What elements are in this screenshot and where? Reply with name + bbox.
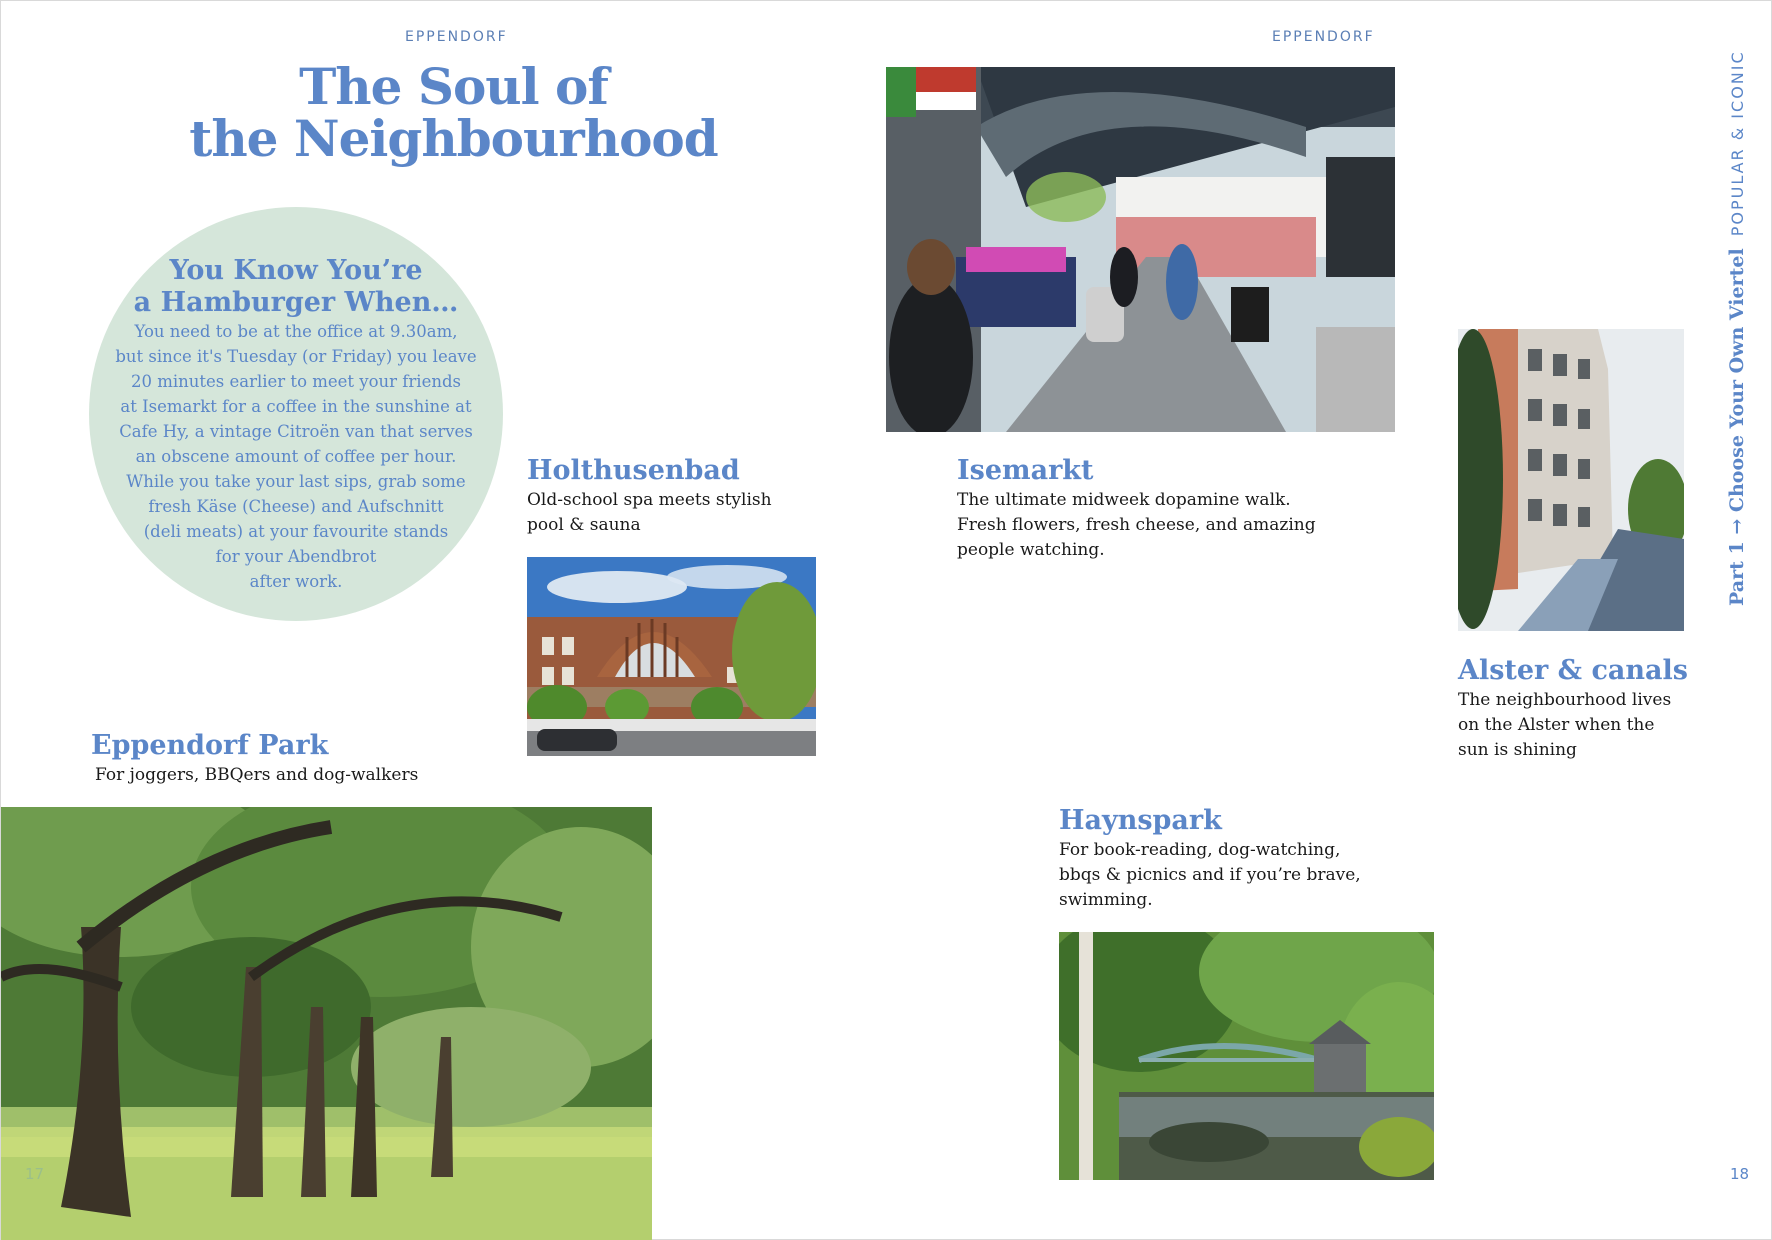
callout-line: an obscene amount of coffee per hour. (135, 447, 457, 466)
holthusenbad-description (527, 488, 772, 538)
holthusenbad-photo (527, 557, 816, 756)
page-title-line-1: The Soul of (299, 57, 608, 116)
page-title (151, 57, 756, 168)
description-line: sun is shining (1458, 740, 1577, 760)
section-kicker-right: EPPENDORF (1272, 29, 1375, 45)
description-line: Fresh flowers, fresh cheese, and amazing (957, 515, 1316, 535)
section-label: POPULAR & ICONIC (1728, 50, 1747, 237)
callout-line: after work. (249, 572, 343, 591)
page-number-left: 17 (25, 1165, 45, 1183)
description-line: For book-reading, dog-watching, (1059, 840, 1341, 860)
callout-line: fresh Käse (Cheese) and Aufschnitt (148, 497, 444, 516)
vertical-section-title (1726, 50, 1749, 606)
description-line: bbqs & picnics and if you’re brave, (1059, 865, 1361, 885)
holthusenbad-heading: Holthusenbad (527, 455, 740, 486)
description-line: The neighbourhood lives (1458, 690, 1672, 710)
alster-description (1458, 688, 1671, 763)
description-line: pool & sauna (527, 515, 641, 535)
hamburger-callout-bubble (89, 207, 503, 621)
callout-heading-line-1: You Know You’re (169, 255, 423, 286)
eppendorf-park-description (95, 763, 418, 788)
isemarkt-heading: Isemarkt (957, 455, 1094, 486)
description-line: For joggers, BBQers and dog-walkers (95, 765, 419, 785)
section-kicker-left: EPPENDORF (405, 29, 508, 45)
callout-line: but since it's Tuesday (or Friday) you leave (115, 347, 477, 366)
eppendorf-park-photo (1, 807, 652, 1240)
part-title: Part 1 → Choose Your Own Viertel (1726, 248, 1748, 606)
description-line: people watching. (957, 540, 1105, 560)
alster-canal-photo (1458, 329, 1684, 631)
eppendorf-park-heading: Eppendorf Park (91, 730, 329, 761)
callout-heading-line-2: a Hamburger When… (133, 287, 459, 318)
callout-heading (89, 255, 503, 319)
callout-line: You need to be at the office at 9.30am, (134, 322, 458, 341)
description-line: The ultimate midweek dopamine walk. (957, 490, 1291, 510)
description-line: Old-school spa meets stylish (527, 490, 772, 510)
isemarkt-photo (886, 67, 1395, 432)
description-line: swimming. (1059, 890, 1153, 910)
haynspark-photo (1059, 932, 1434, 1180)
callout-line: 20 minutes earlier to meet your friends (130, 372, 462, 391)
isemarkt-description (957, 488, 1316, 563)
callout-line: Cafe Hy, a vintage Citroën van that serves (119, 422, 473, 441)
haynspark-description (1059, 838, 1361, 913)
alster-heading: Alster & canals (1458, 655, 1688, 686)
description-line: on the Alster when the (1458, 715, 1655, 735)
callout-line: (deli meats) at your favourite stands (143, 522, 449, 541)
callout-body (109, 319, 483, 594)
callout-line: While you take your last sips, grab some (126, 472, 466, 491)
page-title-line-2: the Neighbourhood (189, 109, 718, 168)
haynspark-heading: Haynspark (1059, 805, 1222, 836)
page-number-right: 18 (1730, 1165, 1750, 1183)
callout-line: for your Abendbrot (215, 547, 377, 566)
callout-line: at Isemarkt for a coffee in the sunshine at (120, 397, 472, 416)
